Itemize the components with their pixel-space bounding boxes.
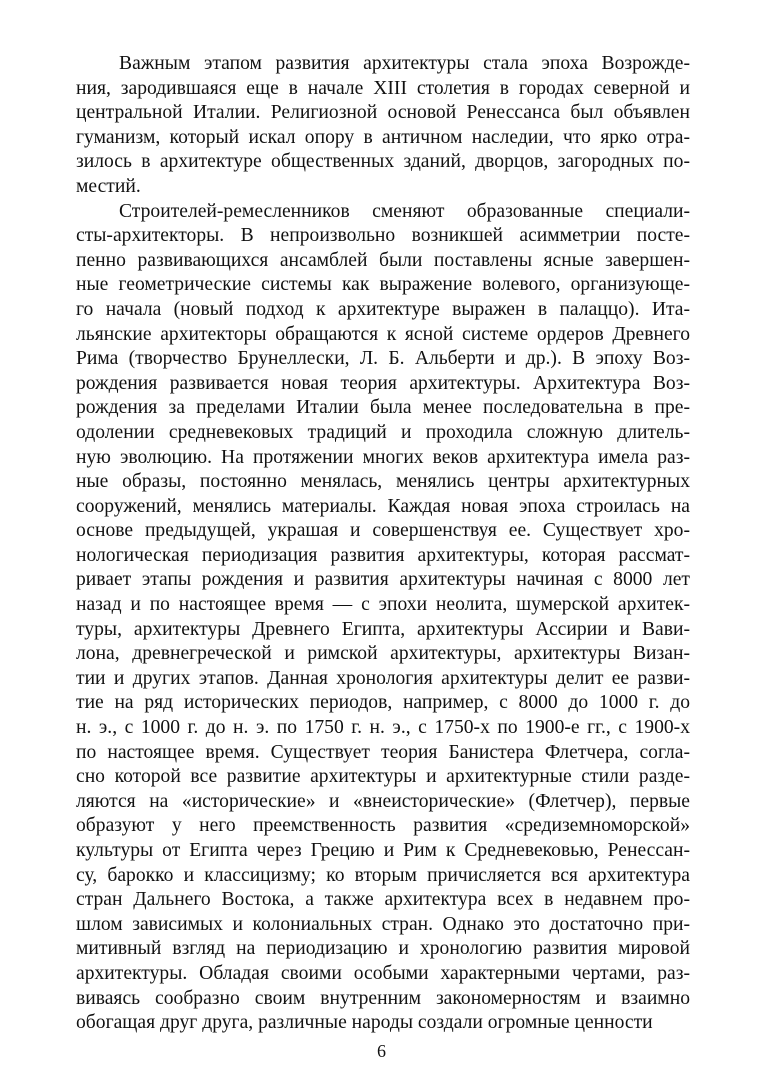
text-line: Строителей-ремесленников сменяют образованные специали- — [119, 200, 690, 222]
text-line: рождения за пределами Италии была менее последовательна в пре- — [76, 397, 690, 419]
text-line: лона, древнегреческой и римской архитектуры, архитектуры Визан- — [76, 643, 690, 665]
body-text — [76, 52, 690, 1036]
text-line: зилось в архитектуре общественных зданий, дворцов, загородных по- — [76, 151, 690, 173]
text-line: ния, зародившаяся еще в начале XIII столетия в городах северной и — [76, 77, 690, 99]
text-line: су, барокко и классицизму; ко вторым причисляется вся архитектура — [76, 864, 690, 886]
text-line: Рима (творчество Брунеллески, Л. Б. Альберти и др.). В эпоху Воз- — [76, 348, 690, 370]
text-line: по настоящее время. Существует теория Банистера Флетчера, согла- — [76, 741, 690, 763]
text-line: ные геометрические системы как выражение волевого, организующе- — [76, 274, 690, 296]
text-line: назад и по настоящее время — с эпохи неолита, шумерской архитек- — [76, 594, 690, 616]
text-line: сооружений, менялись материалы. Каждая новая эпоха строилась на — [76, 495, 690, 517]
text-line: местий. — [76, 175, 141, 197]
text-line: н. э., с 1000 г. до н. э. по 1750 г. н. э., с 1750-х по 1900-е гг., с 1900-х — [76, 717, 690, 739]
paragraph — [76, 200, 690, 1036]
text-line: пенно развивающихся ансамблей были поставлены ясные завершен- — [76, 249, 690, 271]
page-number: 6 — [377, 1041, 386, 1061]
text-line: центральной Италии. Религиозной основой Ренессанса был объявлен — [76, 102, 690, 124]
paragraph — [76, 52, 690, 200]
text-line: стран Дальнего Востока, а также архитектура всех в недавнем про- — [76, 889, 690, 911]
text-line: ляются на «исторические» и «внеисторические» (Флетчер), первые — [76, 790, 690, 812]
text-line: тие на ряд исторических периодов, например, с 8000 до 1000 г. до — [76, 692, 690, 714]
text-line: льянские архитекторы обращаются к ясной системе ордеров Древнего — [76, 323, 690, 345]
text-line: ривает этапы рождения и развития архитектуры начиная с 8000 лет — [76, 569, 690, 591]
text-line: ные образы, постоянно менялась, менялись центры архитектурных — [76, 471, 690, 493]
text-line: культуры от Египта через Грецию и Рим к Средневековью, Ренессан- — [76, 840, 690, 861]
text-line: архитектуры. Обладая своими особыми характерными чертами, раз- — [76, 962, 690, 984]
text-line: ную эволюцию. На протяжении многих веков архитектура имела раз- — [76, 446, 690, 468]
text-line: тии и других этапов. Данная хронология архитектуры делит ее разви- — [76, 667, 690, 689]
text-line: сно которой все развитие архитектуры и архитектурные стили разде- — [76, 766, 690, 788]
text-line: туры, архитектуры Древнего Египта, архитектуры Ассирии и Вави- — [76, 618, 690, 640]
text-line: митивный взгляд на периодизацию и хронологию развития мировой — [76, 938, 690, 960]
text-line: рождения развивается новая теория архитектуры. Архитектура Воз- — [76, 372, 690, 394]
text-line: сты-архитекторы. В непроизвольно возникшей асимметрии посте- — [76, 225, 690, 247]
text-line: Важным этапом развития архитектуры стала эпоха Возрожде- — [119, 53, 690, 74]
text-line: основе предыдущей, украшая и совершенствуя ее. Существует хро- — [76, 520, 690, 542]
text-line: одолении средневековых традиций и проходила сложную длитель- — [76, 421, 690, 443]
text-line: шлом зависимых и колониальных стран. Однако это достаточно при- — [76, 913, 690, 935]
text-line: гуманизм, который искал опору в античном наследии, что ярко отра- — [76, 126, 690, 148]
text-line: образуют у него преемственность развития «средиземноморской» — [76, 815, 690, 837]
text-line: нологическая периодизация развития архитектуры, которая рассмат- — [76, 544, 690, 566]
text-line: го начала (новый подход к архитектуре выражен в палаццо). Ита- — [76, 298, 690, 320]
text-line: обогащая друг друга, различные народы создали огромные ценности — [76, 1012, 653, 1034]
text-line: виваясь сообразно своим внутренним закономерностям и взаимно — [76, 987, 690, 1009]
